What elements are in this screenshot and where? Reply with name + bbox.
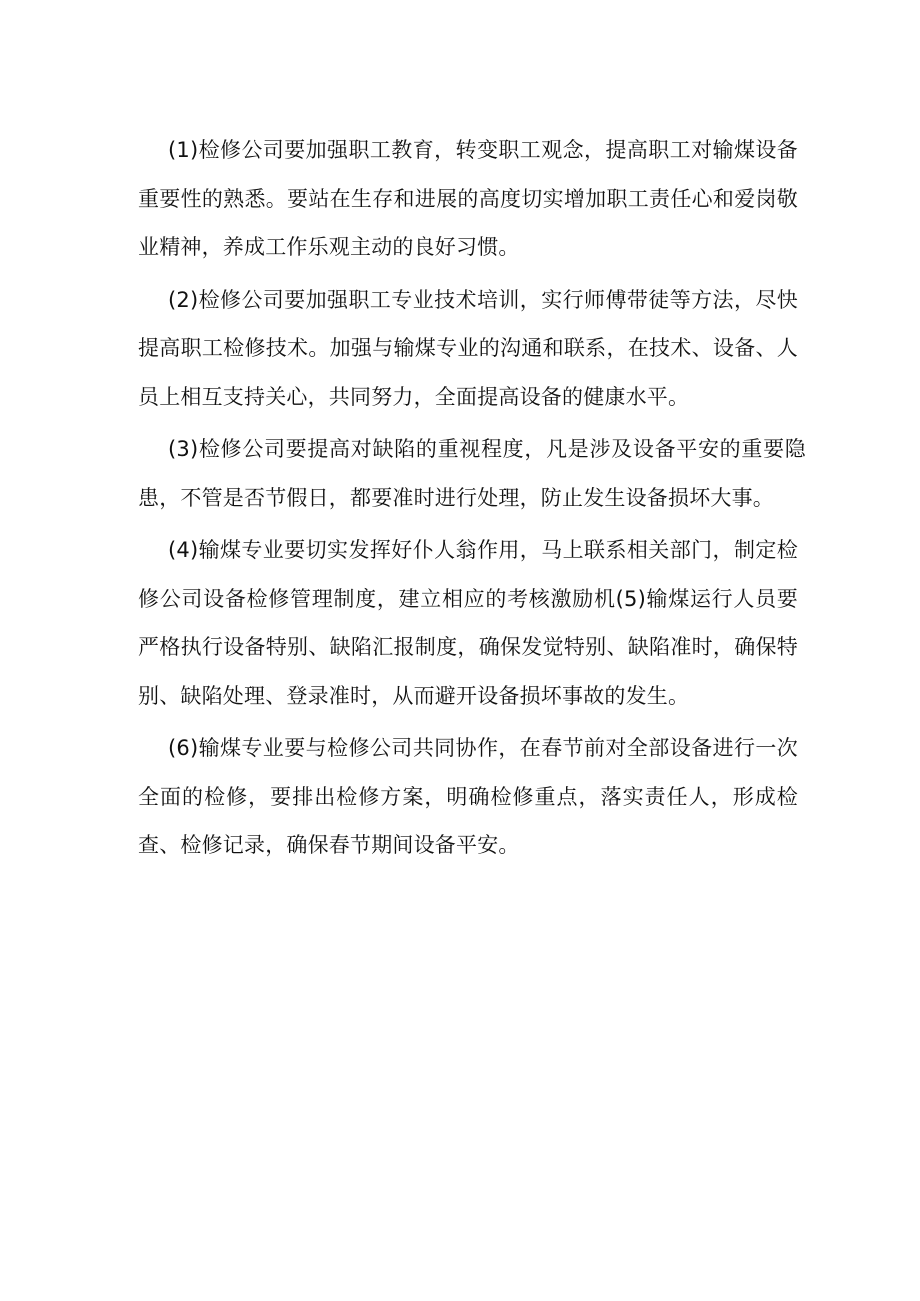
paragraph-3: (3)检修公司要提高对缺陷的重视程度，凡是涉及设备平安的重要隐患，不管是否节假日，都要准时进行处理，防止发生设备损坏大事。 xyxy=(138,437,806,510)
document-body xyxy=(138,126,806,874)
paragraph-4: (4)输煤专业要切实发挥好仆人翁作用，马上联系相关部门，制定检修公司设备检修管理制度，建立相应的考核激励机(5)输煤运行人员要严格执行设备特别、缺陷汇报制度，确保发觉特别、缺陷准时，确保特别、缺陷处理、登录准时，从而避开设备损坏事故的发生。 xyxy=(138,538,798,708)
paragraph-2: (2)检修公司要加强职工专业技术培训，实行师傅带徒等方法，尽快提高职工检修技术。加强与输煤专业的沟通和联系，在技术、设备、人员上相互支持关心，共同努力，全面提高设备的健康水平。 xyxy=(138,287,798,409)
paragraph-1: (1)检修公司要加强职工教育，转变职工观念，提高职工对输煤设备重要性的熟悉。要站在生存和进展的高度切实增加职工责任心和爱岗敬业精神，养成工作乐观主动的良好习惯。 xyxy=(138,138,798,259)
paragraph-5: (6)输煤专业要与检修公司共同协作，在春节前对全部设备进行一次全面的检修，要排出检修方案，明确检修重点，落实责任人，形成检查、检修记录，确保春节期间设备平安。 xyxy=(138,736,798,857)
